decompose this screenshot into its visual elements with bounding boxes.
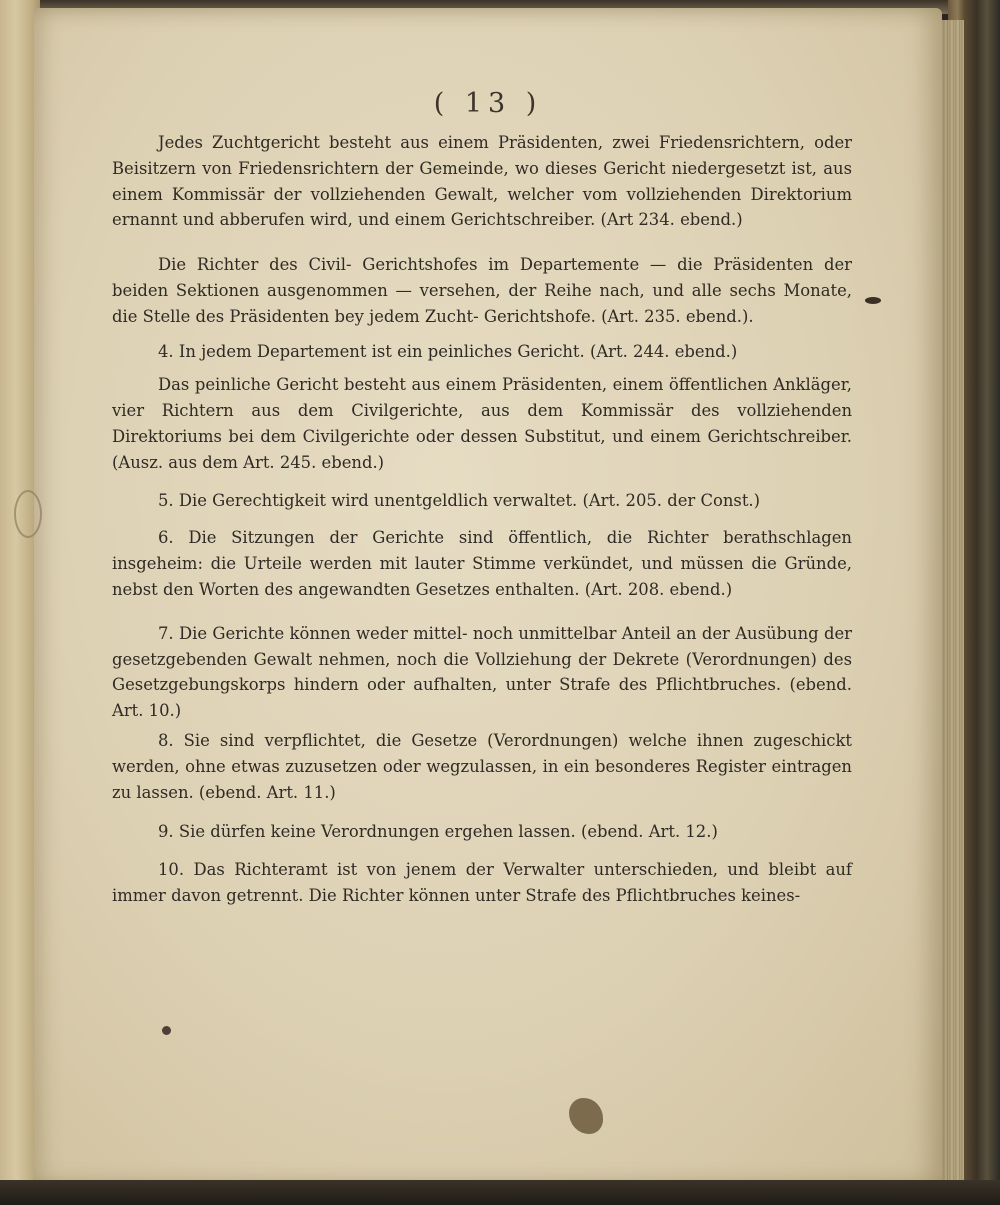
paragraph-4: 4. In jedem Departement ist ein peinliches Gericht. (Art. 244. ebend.)	[158, 341, 738, 361]
bottom-shadow	[0, 1180, 1000, 1205]
page-number: ( 13 )	[433, 88, 543, 119]
page-ring-mark	[14, 490, 42, 538]
ink-mark	[865, 297, 881, 304]
paragraph-6: 6. Die Sitzungen der Gerichte sind öffentlich, die Richter berathschlagen insgeheim: die Urteile werden mit lauter Stimme verkündet, und müssen die Gründe, nebst den Worten des angewandten Gesetzes enthalten. (Art. 208. ebend.)	[112, 528, 852, 599]
paragraph-10: 10. Das Richteramt ist von jenem der Verwalter unterschieden, und bleibt auf immer davon getrennt. Die Richter können unter Strafe des Pflichtbruches keines-	[112, 860, 852, 905]
paragraph-5: 5. Die Gerechtigkeit wird unentgeldlich verwaltet. (Art. 205. der Const.)	[158, 490, 761, 510]
ink-stain	[569, 1098, 603, 1134]
book-page	[34, 8, 942, 1186]
page-text	[112, 130, 852, 909]
paragraph-7: 7. Die Gerichte können weder mittel- noch unmittelbar Anteil an der Ausübung der gesetzgebenden Gewalt nehmen, noch die Vollziehung der Dekrete (Verordnungen) des Gesetzgebungskorps hindern oder aufhalten, unter Strafe des Pflichtbruches. (ebend. Art. 10.)	[112, 623, 852, 721]
paragraph-9: 9. Sie dürfen keine Verordnungen ergehen lassen. (ebend. Art. 12.)	[158, 822, 718, 842]
ink-dot	[162, 1026, 171, 1035]
paragraph-civil-gerichtshof: Die Richter des Civil- Gerichtshofes im Departemente — die Präsidenten der beiden Sektionen ausgenommen — versehen, der Reihe nach, und alle sechs Monate, die Stelle des Präsidenten bey jedem Zucht- Gerichtshofe. (Art. 235. ebend.).	[112, 255, 852, 326]
paragraph-zuchtgericht: Jedes Zuchtgericht besteht aus einem Präsidenten, zwei Friedensrichtern, oder Beisitzern von Friedensrichtern der Gemeinde, wo dieses Gericht niedergesetzt ist, aus einem Kommissär der vollziehenden Gewalt, welcher vom vollziehenden Direktorium ernannt und abberufen wird, und einem Gerichtschreiber. (Art 234. ebend.)	[112, 133, 852, 230]
paragraph-peinliches-gericht: Das peinliche Gericht besteht aus einem Präsidenten, einem öffentlichen Ankläger, vier Richtern aus dem Civilgerichte, aus dem Kommissär des vollziehenden Direktoriums bei dem Civilgerichte oder dessen Substitut, und einem Gerichtschreiber. (Ausz. aus dem Art. 245. ebend.)	[112, 375, 852, 472]
paragraph-8: 8. Sie sind verpflichtet, die Gesetze (Verordnungen) welche ihnen zugeschickt werden, ohne etwas zuzusetzen oder wegzulassen, in ein besonderes Register eintragen zu lassen. (ebend. Art. 11.)	[112, 730, 852, 802]
